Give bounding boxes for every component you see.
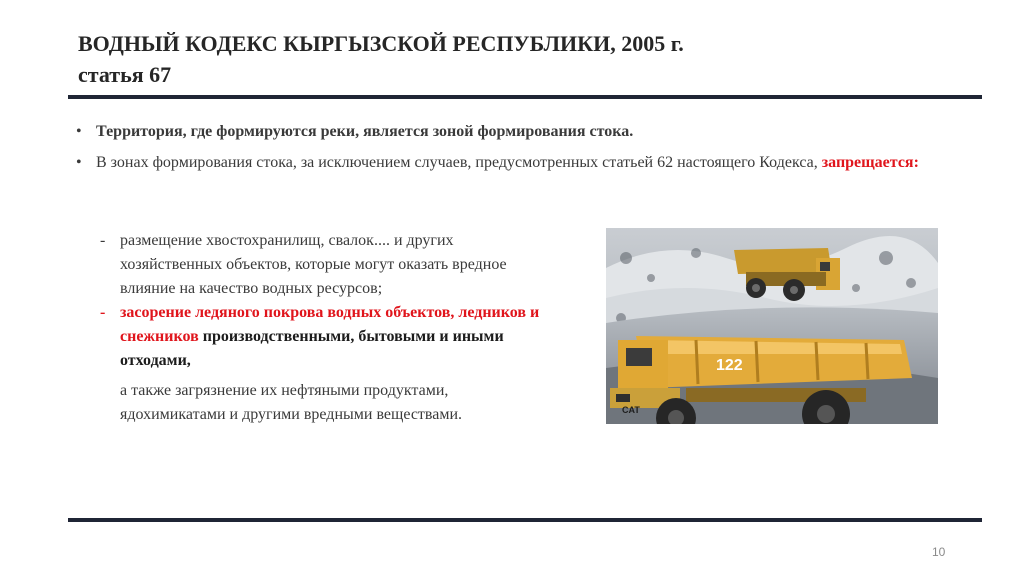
prohibition-continuation: а также загрязнение их нефтяными продуктами, ядохимикатами и другими вредными веществами. xyxy=(120,382,463,423)
bullet-text xyxy=(96,153,934,173)
title-line-1: ВОДНЫЙ КОДЕКС КЫРГЫЗСКОЙ РЕСПУБЛИКИ, 2005 г. xyxy=(78,31,684,56)
bottom-divider xyxy=(68,518,982,522)
prohibited-label: запрещается: xyxy=(821,154,919,171)
bullet-text: Территория, где формируются реки, является зоной формирования стока. xyxy=(96,123,634,140)
mining-trucks-photo xyxy=(606,228,938,424)
truck-number: 122 xyxy=(716,357,743,374)
prohibition-list xyxy=(100,229,540,427)
bullet-item xyxy=(76,122,934,142)
prohibition-text xyxy=(120,301,540,373)
slide-title xyxy=(78,28,958,90)
prohibition-text-red: засорение ледяного покрова водных объектов, ледников и снежников xyxy=(120,304,540,345)
dash-marker: - xyxy=(100,304,106,321)
top-divider xyxy=(68,95,982,99)
dash-marker: - xyxy=(100,232,106,249)
bullet-dot: • xyxy=(76,154,82,171)
prohibition-text: размещение хвостохранилищ, свалок.... и других хозяйственных объектов, которые могут оказать вредное влияние на качество водных ресурсов; xyxy=(120,232,507,297)
bullet-item xyxy=(76,153,934,173)
prohibition-item xyxy=(100,301,540,373)
bullet-list xyxy=(76,122,934,184)
title-line-2: статья 67 xyxy=(78,62,172,87)
prohibition-item xyxy=(100,229,540,301)
bullet-text-plain: В зонах формирования стока, за исключением случаев, предусмотренных статьей 62 настоящего Кодекса, xyxy=(96,154,822,171)
bullet-dot: • xyxy=(76,123,82,140)
prohibition-text-dark: производственными, бытовыми и иными отходами, xyxy=(120,328,504,369)
svg-text:CAT: CAT xyxy=(622,405,640,415)
photo-illustration xyxy=(606,228,938,424)
page-number: 10 xyxy=(932,545,946,559)
